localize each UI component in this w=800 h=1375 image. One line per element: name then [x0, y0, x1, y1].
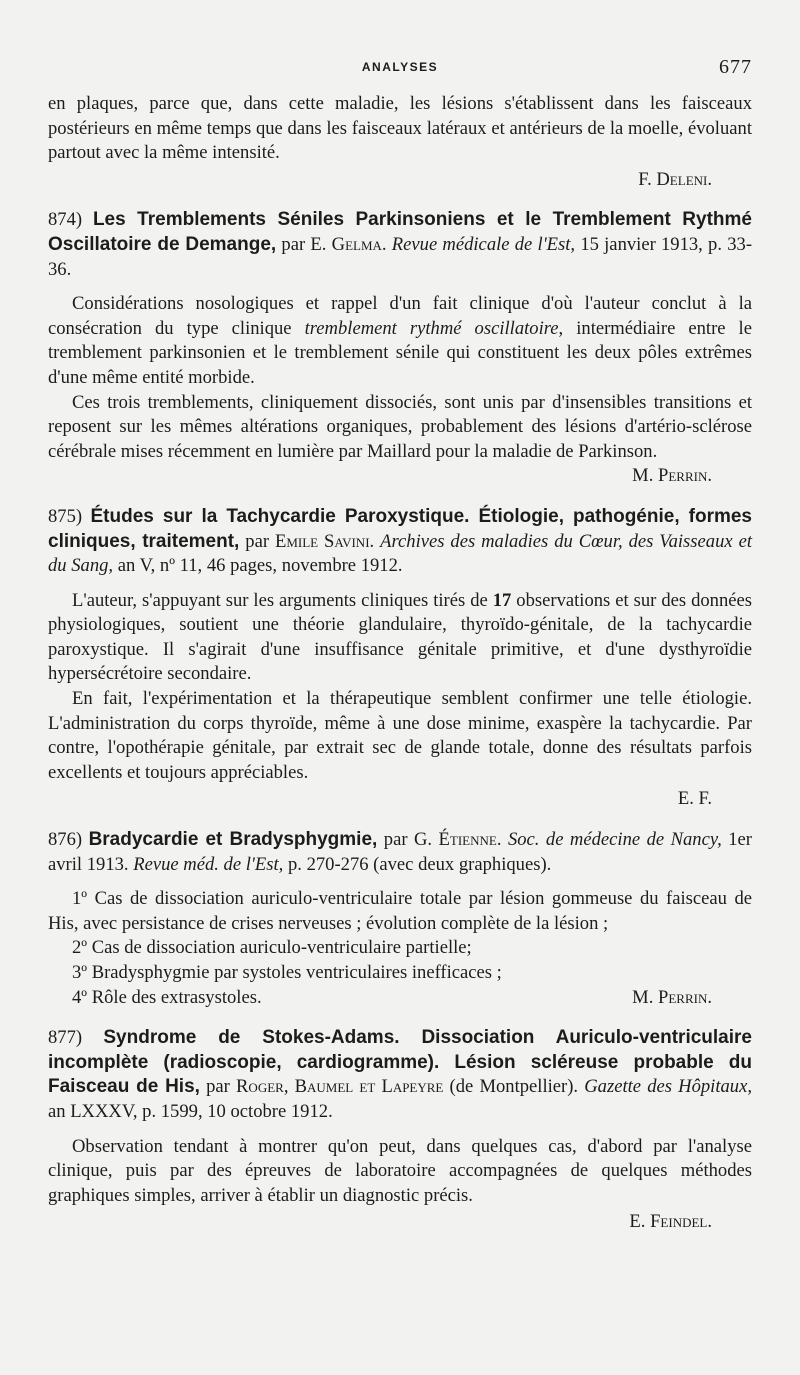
entry-author: E. Gelma.: [310, 233, 387, 255]
running-head: [0, 56, 800, 82]
entry-source-details: 1er avril 1913.: [48, 829, 752, 875]
list-item-row: [48, 986, 752, 1011]
entry-paragraph: [48, 687, 752, 785]
list-item: 2º Cas de dissociation auriculo-ventriculaire partielle;: [72, 937, 472, 959]
entry-number: 876): [48, 829, 83, 851]
entry-source-2: Revue méd. de l'Est,: [133, 853, 284, 875]
entry-title: Études sur la Tachycardie Paroxystique. Étiologie, pathogénie, formes cliniques, traitement,: [48, 505, 752, 552]
entry-title: Syndrome de Stokes-Adams. Dissociation Auriculo-ventriculaire incomplète (radioscopie, cardiogramme). Lésion scléreuse probable du Faisceau de His,: [48, 1027, 752, 1098]
entry-876: [48, 828, 752, 1010]
entry-paragraph: [48, 391, 752, 489]
entry-source: Gazette des Hôpitaux,: [584, 1076, 753, 1098]
paragraph-text: observations et sur des données physiologiques, soutient une théorie glandulaire, thyroïdo-génitale, de la tachycardie paroxystique. Il s'agirait d'une insuffisance génitale primitive, et d'une dysthyroïdie hypersécrétoire secondaire.: [48, 589, 752, 685]
list-item: 1º Cas de dissociation auriculo-ventriculaire totale par lésion gommeuse du faisceau de His, avec persistance de crises nerveuses ; évolution complète de la lésion ;: [48, 888, 752, 934]
entry-signature: E. F.: [677, 788, 712, 810]
paragraph-text: L'auteur, s'appuyant sur les arguments cliniques tirés de: [72, 589, 488, 611]
entry-signature: M. Perrin.: [632, 986, 712, 1008]
entry-source: Soc. de médecine de Nancy,: [507, 829, 722, 851]
list-item: 3º Bradysphygmie par systoles ventriculaires inefficaces ;: [72, 962, 502, 983]
entry-title: Les Tremblements Séniles Parkinsoniens et le Tremblement Rythmé Oscillatoire de Demange,: [48, 209, 752, 255]
entry-by: par: [281, 233, 306, 255]
entry-heading: [48, 505, 752, 579]
entry-details: p. 270-276 (avec deux graphiques).: [287, 853, 552, 875]
entry-number: 877): [48, 1027, 83, 1049]
entry-details: an V, nº 11, 46 pages, novembre 1912.: [117, 555, 403, 577]
entry-875: [48, 505, 752, 812]
entry-heading: [48, 208, 752, 282]
intro-signature: F. Deleni.: [638, 168, 712, 190]
paragraph-text: Considérations nosologiques et rappel d'un fait clinique d'où l'auteur conclut à la consécration du type clinique: [48, 293, 752, 339]
entry-title: Bradycardie et Bradysphygmie,: [88, 829, 378, 851]
entry-details: 15 janvier 1913, p. 33-36.: [48, 233, 753, 280]
page-number: 677: [719, 56, 752, 78]
entry-paragraph: Observation tendant à montrer qu'on peut, dans quelques cas, d'abord par l'analyse clinique, puis par des épreuves de laboratoire accompagnées de quelques méthodes graphiques simples, arriver à établir un diagnostic précis.: [48, 1135, 752, 1206]
entry-877: [48, 1026, 752, 1235]
paragraph-bold: 17: [492, 589, 512, 611]
entry-heading: [48, 1026, 752, 1124]
intro-block: [48, 92, 752, 192]
entry-details: an LXXXV, p. 1599, 10 octobre 1912.: [48, 1100, 333, 1122]
entry-signature: E. Feindel.: [629, 1211, 712, 1233]
entry-source: Revue médicale de l'Est,: [391, 233, 576, 255]
page-content: [48, 92, 752, 1235]
list-item: 4º Rôle des extrasystoles.: [72, 986, 262, 1008]
entry-by: par: [206, 1076, 230, 1098]
entry-by: par: [383, 829, 408, 851]
paragraph-text: Ces trois tremblements, cliniquement dissociés, sont unis par d'insensibles transitions et reposent sur les mêmes altérations organiques, probablement des lésions d'artério-sclérose cérébrale mises récemment en lumière par Maillard pour la maladie de Parkinson.: [48, 391, 752, 462]
entry-source: Archives des maladies du Cœur, des Vaisseaux et du Sang,: [48, 530, 752, 577]
entry-heading: [48, 828, 752, 877]
entry-author-note: (de Montpellier).: [449, 1076, 579, 1098]
section-title: ANALYSES: [361, 60, 439, 74]
entry-paragraph: [48, 589, 752, 687]
entry-number: 874): [48, 209, 83, 231]
entry-author: G. Étienne.: [414, 829, 502, 851]
entry-author: Roger, Baumel et Lapeyre: [236, 1076, 444, 1098]
paragraph-text: , intermédiaire entre le tremblement parkinsonien et le tremblement sénile qui constituent les deux pôles extrêmes d'une même entité morbide.: [48, 317, 752, 388]
paragraph-italic: tremblement rythmé oscillatoire: [304, 317, 559, 339]
entry-number: 875): [48, 505, 83, 527]
entry-signature: M. Perrin.: [632, 465, 712, 487]
paragraph-text: En fait, l'expérimentation et la thérapeutique semblent confirmer une telle étiologie. L'administration du corps thyroïde, même à une dose minime, exaspère la tachycardie. Par contre, l'opothérapie génitale, par extrait sec de glande totale, donne des résultats parfois excellents et toujours appréciables.: [48, 688, 752, 783]
intro-text: en plaques, parce que, dans cette maladie, les lésions s'établissent dans les faisceaux postérieurs en même temps que dans les faisceaux latéraux et antérieurs de la moelle, évoluant partout avec la même intensité.: [48, 93, 752, 164]
entry-874: [48, 208, 752, 489]
entry-author: Emile Savini.: [274, 530, 375, 552]
entry-by: par: [245, 530, 270, 552]
entry-paragraph: [48, 292, 752, 390]
